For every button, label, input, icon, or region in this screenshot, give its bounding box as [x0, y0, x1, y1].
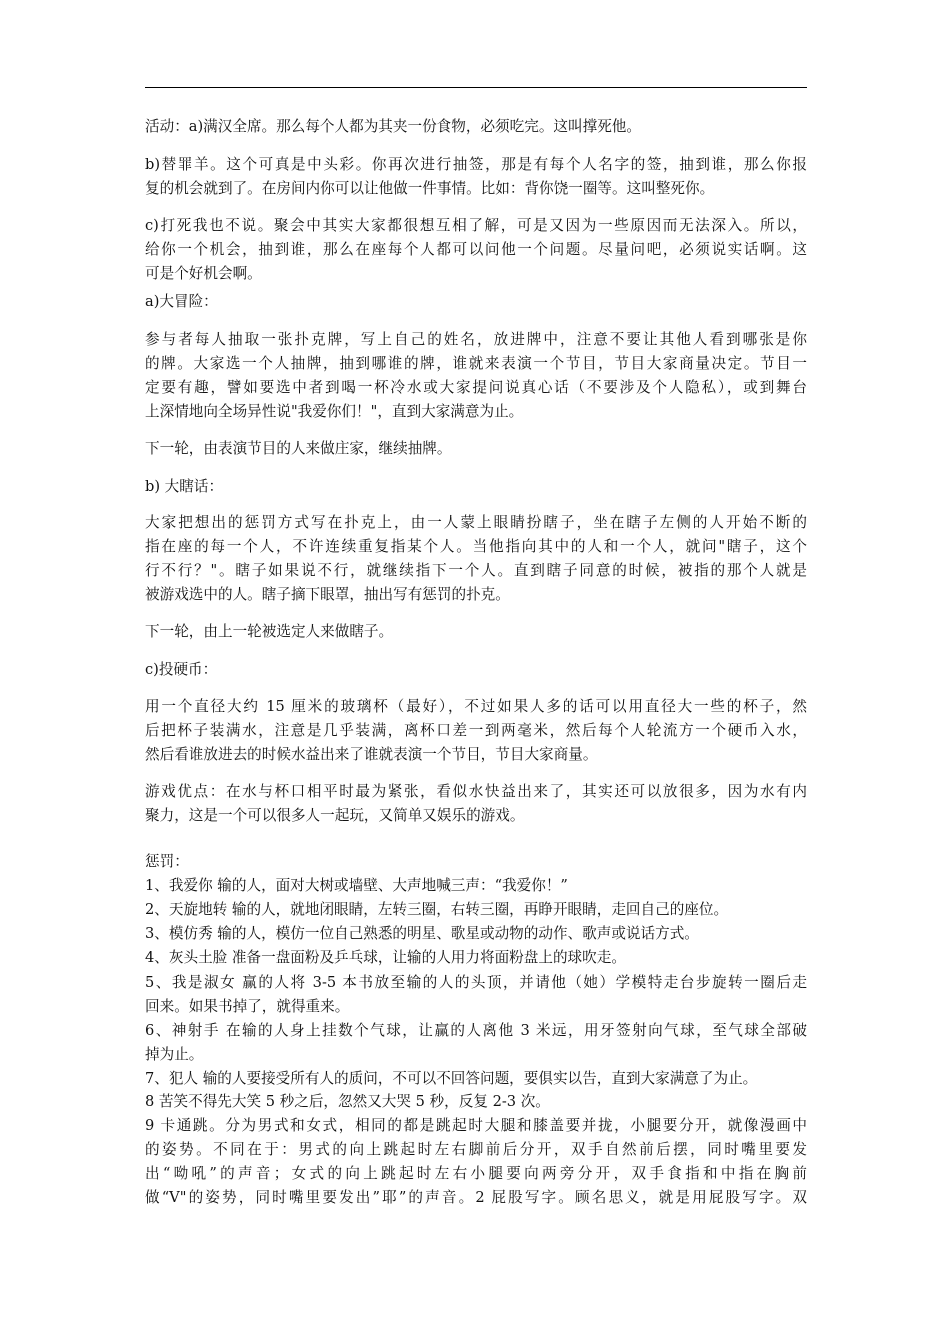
coin-title: c)投硬币：	[145, 661, 218, 678]
advantage-line: 游戏优点：在水与杯口相平时最为紧张，看似水快益出来了，其实还可以放很多，因为水有内	[145, 783, 807, 800]
blind-line: 指在座的每一个人，不许连续重复指某个人。当他指向其中的人和一个人，就问"瞎子，这个	[145, 538, 807, 555]
penalty-item: 9 卡通跳。分为男式和女式，相同的都是跳起时大腿和膝盖要并拢，小腿要分开，就像漫画中	[145, 1117, 807, 1134]
adventure-line: 参与者每人抽取一张扑克牌，写上自己的姓名，放进牌中，注意不要让其他人看到哪张是你	[145, 331, 807, 348]
penalty-item: 7、犯人 输的人要接受所有人的质问，不可以不回答问题，要俱实以告，直到大家满意了为止。	[145, 1070, 758, 1087]
coin-line: 后把杯子装满水，注意是几乎装满，离杯口差一到两毫米，然后每个人轮流方一个硬币入水，	[145, 722, 807, 739]
penalty-item: 做“V"的姿势，同时嘴里要发出”耶”的声音。2 屁股写字。顾名思义，就是用屁股写字。双	[145, 1189, 807, 1206]
adventure-title: a)大冒险：	[145, 293, 218, 310]
blind-line: 行不行？"。瞎子如果说不行，就继续指下一个人。直到瞎子同意的时候，被指的那个人就是	[145, 562, 807, 579]
header-rule	[145, 87, 807, 88]
penalty-item: 1、我爱你 输的人，面对大树或墙壁、大声地喊三声：“我爱你！”	[145, 877, 568, 894]
penalty-item: 4、灰头土脸 准备一盘面粉及乒乓球，让输的人用力将面粉盘上的球吹走。	[145, 949, 626, 966]
blind-next: 下一轮，由上一轮被选定人来做瞎子。	[145, 623, 394, 640]
advantage-line: 聚力，这是一个可以很多人一起玩，又简单又娱乐的游戏。	[145, 807, 525, 824]
penalty-item: 8 苦笑不得先大笑 5 秒之后，忽然又大哭 5 秒，反复 2-3 次。	[145, 1093, 550, 1110]
penalty-item: 出“呦吼”的声音；女式的向上跳起时左右小腿要向两旁分开，双手食指和中指在胸前	[145, 1165, 807, 1182]
penalty-item: 6、神射手 在输的人身上挂数个气球，让赢的人离他 3 米远，用牙签射向气球，至气球全部破	[145, 1022, 807, 1039]
coin-line: 用一个直径大约 15 厘米的玻璃杯（最好），不过如果人多的话可以用直径大一些的杯子，然	[145, 698, 807, 715]
coin-line: 然后看谁放进去的时候水益出来了谁就表演一个节目，节目大家商量。	[145, 746, 598, 763]
blind-title: b) 大瞎话：	[145, 478, 224, 495]
penalty-item: 的姿势。不同在于：男式的向上跳起时左右脚前后分开，双手自然前后摆，同时嘴里要发	[145, 1141, 807, 1158]
adventure-line: 定要有趣，譬如要选中者到喝一杯冷水或大家提问说真心话（不要涉及个人隐私），或到舞台	[145, 379, 807, 396]
penalties-title: 惩罚：	[145, 853, 189, 870]
adventure-line: 上深情地向全场异性说"我爱你们！"，直到大家满意为止。	[145, 403, 524, 420]
activity-c-line: 给你一个机会，抽到谁，那么在座每个人都可以问他一个问题。尽量问吧，必须说实话啊。这	[145, 241, 807, 258]
activity-c-line: 可是个好机会啊。	[145, 265, 262, 282]
blind-line: 被游戏选中的人。瞎子摘下眼罩，抽出写有惩罚的扑克。	[145, 586, 510, 603]
penalty-item: 3、模仿秀 输的人，模仿一位自己熟悉的明星、歌星或动物的动作、歌声或说话方式。	[145, 925, 699, 942]
activity-b-line: 复的机会就到了。在房间内你可以让他做一件事情。比如：背你饶一圈等。这叫整死你。	[145, 180, 715, 197]
activity-b-line: b)替罪羊。这个可真是中头彩。你再次进行抽签，那是有每个人名字的签，抽到谁，那么你报	[145, 156, 807, 173]
penalty-item: 2、天旋地转 输的人，就地闭眼睛，左转三圈，右转三圈，再睁开眼睛，走回自己的座位。	[145, 901, 729, 918]
penalty-item: 5、我是淑女 赢的人将 3-5 本书放至输的人的头顶，并请他（她）学模特走台步旋转一圈后走	[145, 974, 807, 991]
adventure-line: 的牌。大家选一个人抽牌，抽到哪谁的牌，谁就来表演一个节目，节目大家商量决定。节目一	[145, 355, 807, 372]
adventure-next: 下一轮，由表演节目的人来做庄家，继续抽牌。	[145, 440, 452, 457]
activity-a: 活动：a)满汉全席。那么每个人都为其夹一份食物，必须吃完。这叫撑死他。	[145, 118, 641, 135]
penalty-item: 掉为止。	[145, 1046, 204, 1063]
penalty-item: 回来。如果书掉了，就得重来。	[145, 998, 350, 1015]
activity-c-line: c)打死我也不说。聚会中其实大家都很想互相了解，可是又因为一些原因而无法深入。所以，	[145, 217, 807, 234]
blind-line: 大家把想出的惩罚方式写在扑克上，由一人蒙上眼睛扮瞎子，坐在瞎子左侧的人开始不断的	[145, 514, 807, 531]
